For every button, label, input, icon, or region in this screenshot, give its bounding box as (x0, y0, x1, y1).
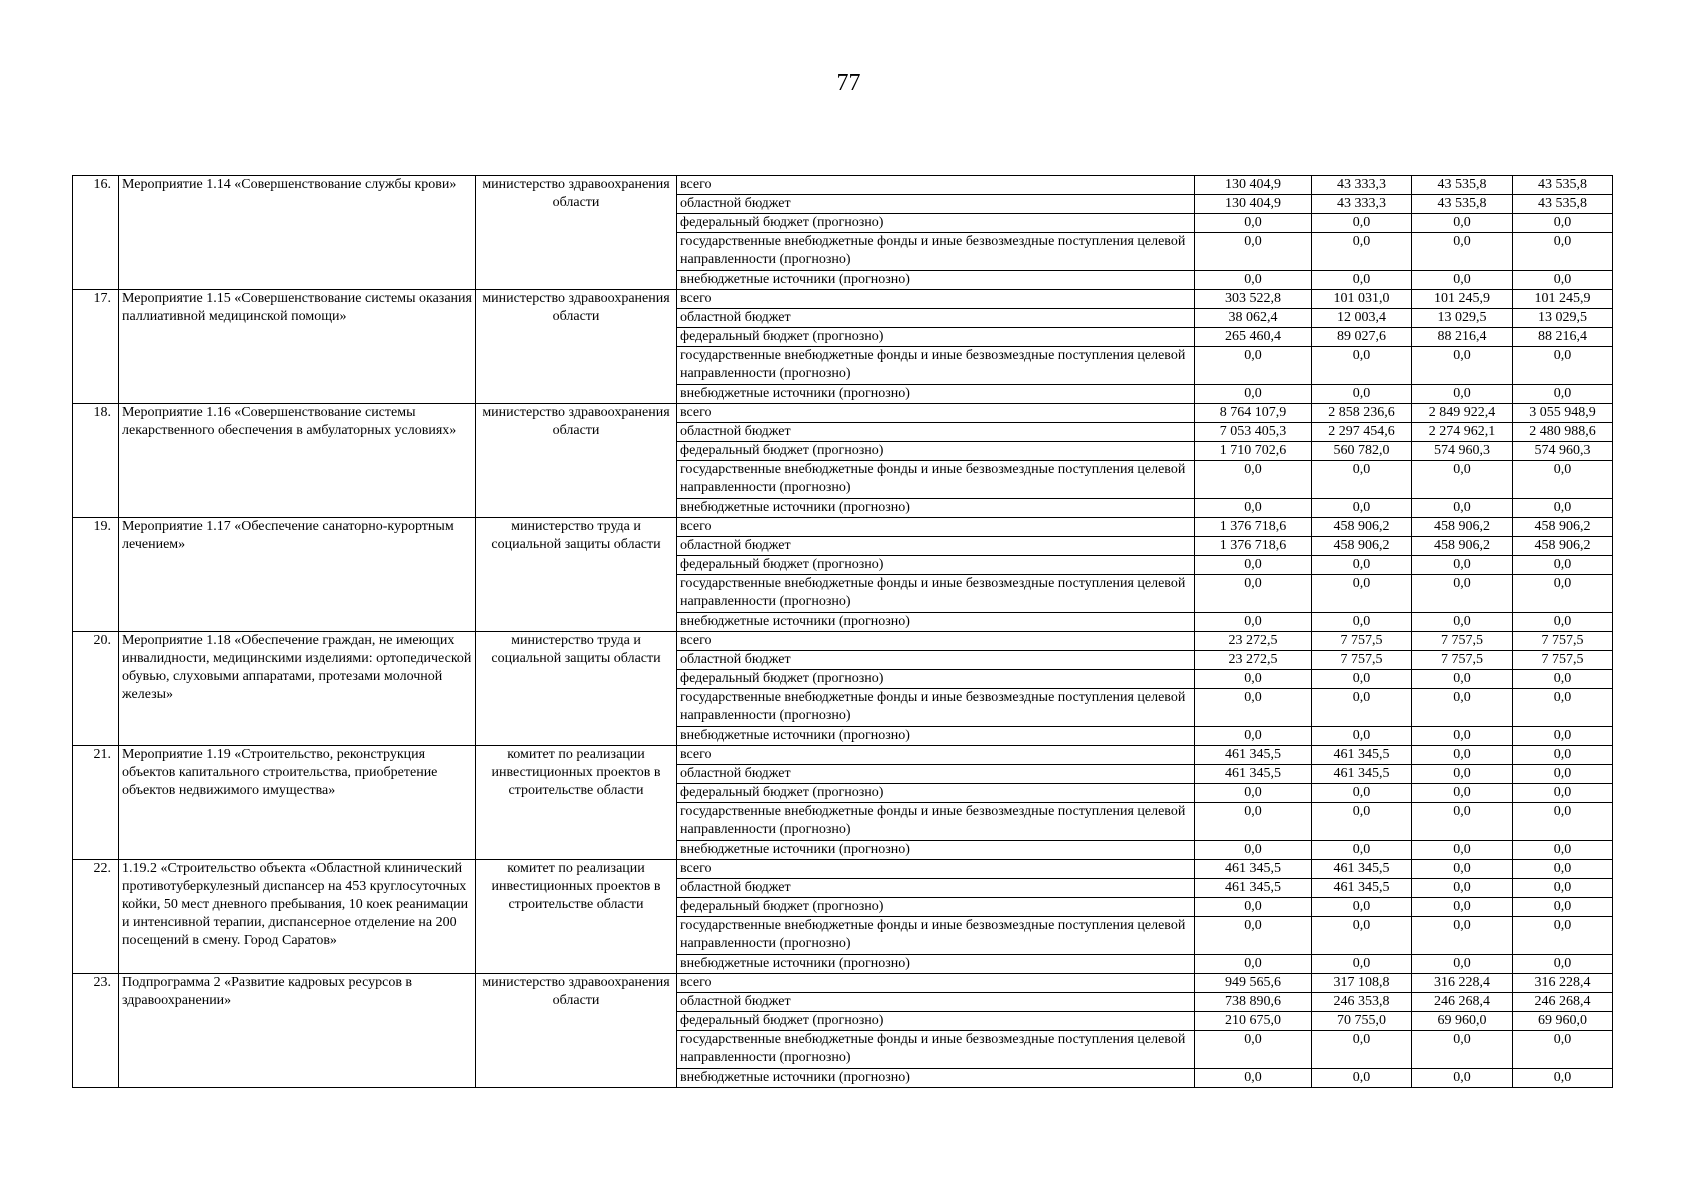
amount-cell: 574 960,3 (1412, 442, 1513, 461)
amount-cell: 0,0 (1412, 233, 1513, 271)
row-number: 19. (73, 518, 119, 632)
amount-cell: 0,0 (1195, 917, 1312, 955)
amount-cell: 0,0 (1513, 670, 1613, 689)
amount-cell: 461 345,5 (1195, 746, 1312, 765)
amount-cell: 949 565,6 (1195, 974, 1312, 993)
amount-cell: 12 003,4 (1312, 309, 1412, 328)
executor: министерство здравоохранения области (476, 404, 677, 518)
amount-cell: 0,0 (1412, 461, 1513, 499)
amount-cell: 101 245,9 (1513, 290, 1613, 309)
amount-cell: 0,0 (1513, 860, 1613, 879)
funding-source: государственные внебюджетные фонды и иные безвозмездные поступления целевой направленности (прогнозно) (677, 803, 1195, 841)
amount-cell: 0,0 (1513, 765, 1613, 784)
amount-cell: 0,0 (1312, 1069, 1412, 1088)
amount-cell: 0,0 (1412, 803, 1513, 841)
amount-cell: 0,0 (1513, 898, 1613, 917)
amount-cell: 43 333,3 (1312, 176, 1412, 195)
amount-cell: 461 345,5 (1195, 860, 1312, 879)
amount-cell: 461 345,5 (1312, 879, 1412, 898)
amount-cell: 2 480 988,6 (1513, 423, 1613, 442)
funding-source: областной бюджет (677, 423, 1195, 442)
amount-cell: 738 890,6 (1195, 993, 1312, 1012)
amount-cell: 0,0 (1312, 803, 1412, 841)
amount-cell: 3 055 948,9 (1513, 404, 1613, 423)
amount-cell: 70 755,0 (1312, 1012, 1412, 1031)
executor: министерство здравоохранения области (476, 176, 677, 290)
amount-cell: 246 268,4 (1513, 993, 1613, 1012)
amount-cell: 88 216,4 (1412, 328, 1513, 347)
amount-cell: 7 757,5 (1312, 632, 1412, 651)
amount-cell: 0,0 (1312, 385, 1412, 404)
amount-cell: 0,0 (1412, 689, 1513, 727)
table-row (73, 404, 1613, 423)
amount-cell: 0,0 (1513, 784, 1613, 803)
amount-cell: 0,0 (1312, 784, 1412, 803)
amount-cell: 0,0 (1312, 499, 1412, 518)
activity-name: Подпрограмма 2 «Развитие кадровых ресурсов в здравоохранении» (119, 974, 476, 1088)
amount-cell: 0,0 (1312, 556, 1412, 575)
activity-name: 1.19.2 «Строительство объекта «Областной клинический противотуберкулезный диспансер на 453 круглосуточных койки, 50 мест дневного пребывания, 10 коек реанимации и интенсивной терапии, диспансерное отделение на 200 посещений в смену. Город Саратов» (119, 860, 476, 974)
amount-cell: 0,0 (1513, 1069, 1613, 1088)
amount-cell: 0,0 (1513, 385, 1613, 404)
funding-source: внебюджетные источники (прогнозно) (677, 385, 1195, 404)
amount-cell: 101 245,9 (1412, 290, 1513, 309)
activity-name: Мероприятие 1.14 «Совершенствование службы крови» (119, 176, 476, 290)
funding-source: всего (677, 290, 1195, 309)
table-row (73, 860, 1613, 879)
amount-cell: 43 535,8 (1412, 195, 1513, 214)
table-row (73, 290, 1613, 309)
amount-cell: 0,0 (1412, 575, 1513, 613)
amount-cell: 0,0 (1312, 233, 1412, 271)
amount-cell: 0,0 (1412, 784, 1513, 803)
amount-cell: 0,0 (1513, 1031, 1613, 1069)
amount-cell: 0,0 (1195, 1031, 1312, 1069)
funding-source: федеральный бюджет (прогнозно) (677, 556, 1195, 575)
amount-cell: 7 757,5 (1412, 651, 1513, 670)
amount-cell: 0,0 (1412, 556, 1513, 575)
amount-cell: 0,0 (1195, 347, 1312, 385)
amount-cell: 461 345,5 (1312, 746, 1412, 765)
amount-cell: 0,0 (1312, 955, 1412, 974)
amount-cell: 0,0 (1513, 917, 1613, 955)
amount-cell: 461 345,5 (1195, 879, 1312, 898)
row-number: 22. (73, 860, 119, 974)
funding-source: внебюджетные источники (прогнозно) (677, 613, 1195, 632)
funding-source: областной бюджет (677, 309, 1195, 328)
amount-cell: 13 029,5 (1513, 309, 1613, 328)
amount-cell: 458 906,2 (1412, 537, 1513, 556)
amount-cell: 43 535,8 (1513, 176, 1613, 195)
amount-cell: 0,0 (1195, 1069, 1312, 1088)
amount-cell: 0,0 (1195, 461, 1312, 499)
amount-cell: 0,0 (1195, 575, 1312, 613)
amount-cell: 0,0 (1195, 233, 1312, 271)
amount-cell: 88 216,4 (1513, 328, 1613, 347)
amount-cell: 0,0 (1412, 765, 1513, 784)
amount-cell: 458 906,2 (1513, 518, 1613, 537)
executor: министерство труда и социальной защиты области (476, 518, 677, 632)
amount-cell: 461 345,5 (1312, 765, 1412, 784)
amount-cell: 0,0 (1195, 271, 1312, 290)
amount-cell: 0,0 (1513, 879, 1613, 898)
amount-cell: 0,0 (1312, 841, 1412, 860)
amount-cell: 0,0 (1312, 917, 1412, 955)
row-number: 18. (73, 404, 119, 518)
amount-cell: 0,0 (1312, 461, 1412, 499)
amount-cell: 43 333,3 (1312, 195, 1412, 214)
activity-name: Мероприятие 1.19 «Строительство, реконструкция объектов капитального строительства, приобретение объектов недвижимого имущества» (119, 746, 476, 860)
executor: министерство труда и социальной защиты области (476, 632, 677, 746)
amount-cell: 458 906,2 (1312, 537, 1412, 556)
amount-cell: 0,0 (1195, 670, 1312, 689)
amount-cell: 0,0 (1513, 575, 1613, 613)
amount-cell: 7 053 405,3 (1195, 423, 1312, 442)
amount-cell: 303 522,8 (1195, 290, 1312, 309)
amount-cell: 458 906,2 (1312, 518, 1412, 537)
amount-cell: 0,0 (1412, 879, 1513, 898)
funding-source: государственные внебюджетные фонды и иные безвозмездные поступления целевой направленности (прогнозно) (677, 689, 1195, 727)
amount-cell: 458 906,2 (1412, 518, 1513, 537)
funding-source: всего (677, 860, 1195, 879)
amount-cell: 246 268,4 (1412, 993, 1513, 1012)
funding-source: внебюджетные источники (прогнозно) (677, 1069, 1195, 1088)
amount-cell: 0,0 (1412, 860, 1513, 879)
funding-source: областной бюджет (677, 993, 1195, 1012)
activity-name: Мероприятие 1.16 «Совершенствование системы лекарственного обеспечения в амбулаторных условиях» (119, 404, 476, 518)
amount-cell: 0,0 (1195, 214, 1312, 233)
amount-cell: 0,0 (1513, 803, 1613, 841)
amount-cell: 0,0 (1195, 499, 1312, 518)
amount-cell: 0,0 (1412, 917, 1513, 955)
amount-cell: 0,0 (1312, 689, 1412, 727)
amount-cell: 89 027,6 (1312, 328, 1412, 347)
table-row (73, 632, 1613, 651)
amount-cell: 317 108,8 (1312, 974, 1412, 993)
amount-cell: 43 535,8 (1513, 195, 1613, 214)
amount-cell: 2 274 962,1 (1412, 423, 1513, 442)
row-number: 23. (73, 974, 119, 1088)
funding-source: областной бюджет (677, 195, 1195, 214)
amount-cell: 130 404,9 (1195, 195, 1312, 214)
table-row (73, 746, 1613, 765)
funding-source: государственные внебюджетные фонды и иные безвозмездные поступления целевой направленности (прогнозно) (677, 233, 1195, 271)
amount-cell: 0,0 (1195, 784, 1312, 803)
amount-cell: 7 757,5 (1312, 651, 1412, 670)
funding-source: всего (677, 974, 1195, 993)
amount-cell: 265 460,4 (1195, 328, 1312, 347)
amount-cell: 0,0 (1513, 689, 1613, 727)
amount-cell: 1 376 718,6 (1195, 537, 1312, 556)
amount-cell: 560 782,0 (1312, 442, 1412, 461)
amount-cell: 246 353,8 (1312, 993, 1412, 1012)
amount-cell: 2 858 236,6 (1312, 404, 1412, 423)
executor: министерство здравоохранения области (476, 290, 677, 404)
table-row (73, 518, 1613, 537)
budget-table (72, 175, 1613, 1088)
funding-source: федеральный бюджет (прогнозно) (677, 898, 1195, 917)
amount-cell: 316 228,4 (1513, 974, 1613, 993)
amount-cell: 0,0 (1513, 556, 1613, 575)
funding-source: областной бюджет (677, 651, 1195, 670)
amount-cell: 0,0 (1513, 347, 1613, 385)
amount-cell: 2 849 922,4 (1412, 404, 1513, 423)
funding-source: всего (677, 404, 1195, 423)
amount-cell: 0,0 (1312, 575, 1412, 613)
funding-source: внебюджетные источники (прогнозно) (677, 955, 1195, 974)
amount-cell: 0,0 (1195, 803, 1312, 841)
amount-cell: 23 272,5 (1195, 632, 1312, 651)
funding-source: федеральный бюджет (прогнозно) (677, 442, 1195, 461)
executor: комитет по реализации инвестиционных проектов в строительстве области (476, 746, 677, 860)
amount-cell: 0,0 (1195, 955, 1312, 974)
amount-cell: 0,0 (1412, 214, 1513, 233)
amount-cell: 0,0 (1513, 727, 1613, 746)
funding-source: внебюджетные источники (прогнозно) (677, 271, 1195, 290)
amount-cell: 0,0 (1312, 347, 1412, 385)
amount-cell: 130 404,9 (1195, 176, 1312, 195)
executor: комитет по реализации инвестиционных проектов в строительстве области (476, 860, 677, 974)
amount-cell: 0,0 (1513, 613, 1613, 632)
activity-name: Мероприятие 1.15 «Совершенствование системы оказания паллиативной медицинской помощи» (119, 290, 476, 404)
funding-source: областной бюджет (677, 765, 1195, 784)
amount-cell: 0,0 (1195, 898, 1312, 917)
amount-cell: 8 764 107,9 (1195, 404, 1312, 423)
amount-cell: 461 345,5 (1312, 860, 1412, 879)
page-number: 77 (836, 70, 861, 96)
funding-source: областной бюджет (677, 879, 1195, 898)
amount-cell: 23 272,5 (1195, 651, 1312, 670)
funding-source: федеральный бюджет (прогнозно) (677, 214, 1195, 233)
amount-cell: 0,0 (1513, 746, 1613, 765)
amount-cell: 43 535,8 (1412, 176, 1513, 195)
activity-name: Мероприятие 1.17 «Обеспечение санаторно-курортным лечением» (119, 518, 476, 632)
amount-cell: 0,0 (1312, 670, 1412, 689)
amount-cell: 0,0 (1312, 271, 1412, 290)
amount-cell: 101 031,0 (1312, 290, 1412, 309)
funding-source: государственные внебюджетные фонды и иные безвозмездные поступления целевой направленности (прогнозно) (677, 1031, 1195, 1069)
funding-source: всего (677, 518, 1195, 537)
amount-cell: 0,0 (1412, 1031, 1513, 1069)
amount-cell: 0,0 (1312, 898, 1412, 917)
amount-cell: 0,0 (1513, 955, 1613, 974)
amount-cell: 458 906,2 (1513, 537, 1613, 556)
amount-cell: 0,0 (1312, 214, 1412, 233)
amount-cell: 0,0 (1412, 746, 1513, 765)
amount-cell: 7 757,5 (1513, 632, 1613, 651)
amount-cell: 0,0 (1513, 841, 1613, 860)
amount-cell: 0,0 (1513, 499, 1613, 518)
executor: министерство здравоохранения области (476, 974, 677, 1088)
amount-cell: 0,0 (1412, 955, 1513, 974)
row-number: 17. (73, 290, 119, 404)
funding-source: федеральный бюджет (прогнозно) (677, 1012, 1195, 1031)
amount-cell: 1 710 702,6 (1195, 442, 1312, 461)
amount-cell: 0,0 (1412, 898, 1513, 917)
funding-source: всего (677, 746, 1195, 765)
amount-cell: 7 757,5 (1513, 651, 1613, 670)
amount-cell: 13 029,5 (1412, 309, 1513, 328)
row-number: 20. (73, 632, 119, 746)
funding-source: внебюджетные источники (прогнозно) (677, 727, 1195, 746)
amount-cell: 0,0 (1195, 727, 1312, 746)
amount-cell: 0,0 (1312, 727, 1412, 746)
funding-source: всего (677, 632, 1195, 651)
funding-source: всего (677, 176, 1195, 195)
amount-cell: 7 757,5 (1412, 632, 1513, 651)
row-number: 21. (73, 746, 119, 860)
amount-cell: 0,0 (1513, 233, 1613, 271)
amount-cell: 0,0 (1412, 727, 1513, 746)
amount-cell: 0,0 (1195, 556, 1312, 575)
amount-cell: 1 376 718,6 (1195, 518, 1312, 537)
amount-cell: 0,0 (1195, 385, 1312, 404)
amount-cell: 316 228,4 (1412, 974, 1513, 993)
funding-source: государственные внебюджетные фонды и иные безвозмездные поступления целевой направленности (прогнозно) (677, 347, 1195, 385)
amount-cell: 0,0 (1412, 499, 1513, 518)
table-row (73, 176, 1613, 195)
amount-cell: 461 345,5 (1195, 765, 1312, 784)
amount-cell: 69 960,0 (1412, 1012, 1513, 1031)
funding-source: федеральный бюджет (прогнозно) (677, 784, 1195, 803)
amount-cell: 0,0 (1412, 1069, 1513, 1088)
activity-name: Мероприятие 1.18 «Обеспечение граждан, не имеющих инвалидности, медицинскими изделиями: ортопедической обувью, слуховыми аппаратами, протезами молочной железы» (119, 632, 476, 746)
amount-cell: 0,0 (1195, 689, 1312, 727)
amount-cell: 0,0 (1412, 271, 1513, 290)
amount-cell: 0,0 (1195, 613, 1312, 632)
amount-cell: 69 960,0 (1513, 1012, 1613, 1031)
table-row (73, 974, 1613, 993)
amount-cell: 2 297 454,6 (1312, 423, 1412, 442)
amount-cell: 210 675,0 (1195, 1012, 1312, 1031)
amount-cell: 38 062,4 (1195, 309, 1312, 328)
amount-cell: 0,0 (1412, 670, 1513, 689)
amount-cell: 0,0 (1513, 461, 1613, 499)
amount-cell: 0,0 (1513, 214, 1613, 233)
funding-source: внебюджетные источники (прогнозно) (677, 841, 1195, 860)
row-number: 16. (73, 176, 119, 290)
amount-cell: 0,0 (1412, 613, 1513, 632)
funding-source: федеральный бюджет (прогнозно) (677, 328, 1195, 347)
funding-source: федеральный бюджет (прогнозно) (677, 670, 1195, 689)
amount-cell: 0,0 (1312, 613, 1412, 632)
amount-cell: 0,0 (1412, 347, 1513, 385)
amount-cell: 0,0 (1412, 385, 1513, 404)
amount-cell: 574 960,3 (1513, 442, 1613, 461)
amount-cell: 0,0 (1513, 271, 1613, 290)
amount-cell: 0,0 (1195, 841, 1312, 860)
amount-cell: 0,0 (1412, 841, 1513, 860)
amount-cell: 0,0 (1312, 1031, 1412, 1069)
funding-source: государственные внебюджетные фонды и иные безвозмездные поступления целевой направленности (прогнозно) (677, 917, 1195, 955)
funding-source: государственные внебюджетные фонды и иные безвозмездные поступления целевой направленности (прогнозно) (677, 575, 1195, 613)
funding-source: внебюджетные источники (прогнозно) (677, 499, 1195, 518)
funding-source: государственные внебюджетные фонды и иные безвозмездные поступления целевой направленности (прогнозно) (677, 461, 1195, 499)
funding-source: областной бюджет (677, 537, 1195, 556)
